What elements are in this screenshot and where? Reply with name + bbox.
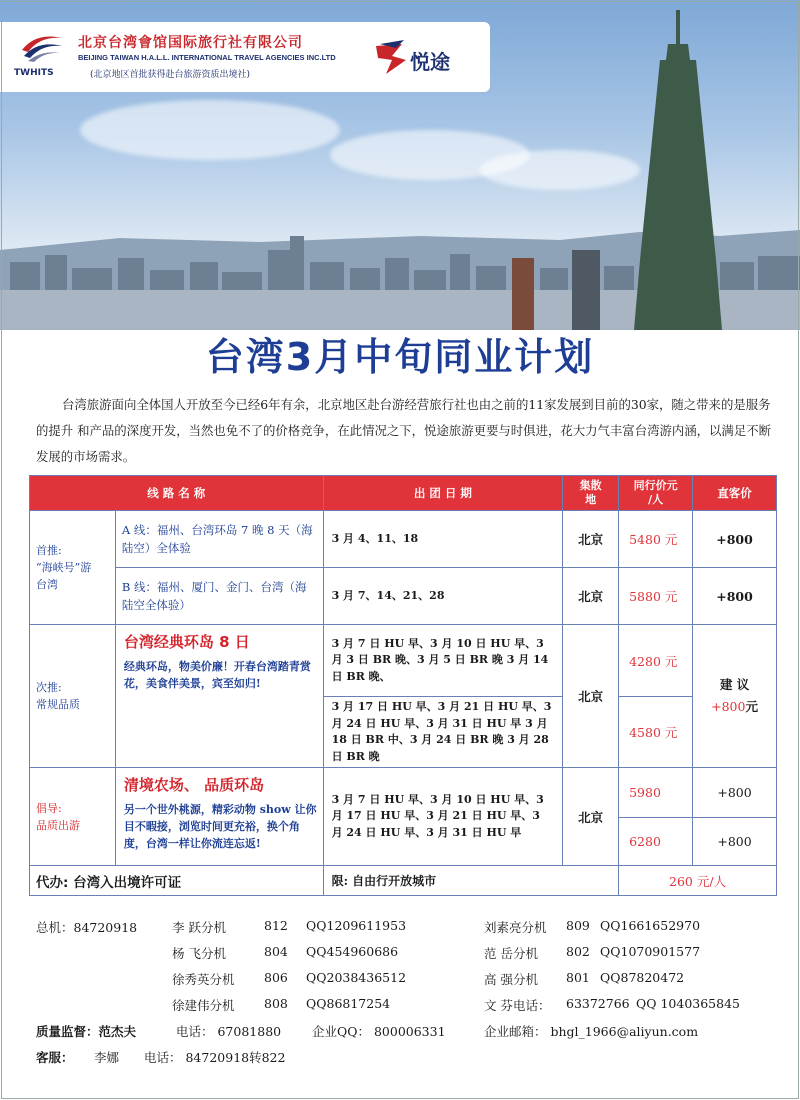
table-row bbox=[30, 625, 777, 697]
route-farm-direct-1: +800 bbox=[693, 768, 777, 818]
contact-ext: 801 bbox=[566, 970, 590, 985]
main-phone: 总机：84720918 bbox=[36, 920, 138, 935]
route-farm-dates: 3 月 7 日 HU 早、3 月 10 日 HU 早、3 月 17 日 HU 早、3 月 21 日 HU 早、3 月 24 日 HU 早、3 月 31 日 HU 早 bbox=[323, 768, 563, 866]
plan-table bbox=[29, 475, 777, 896]
page-title: 台湾3月中旬同业计划 bbox=[205, 335, 595, 379]
route-b-price: 5880 元 bbox=[619, 568, 693, 625]
company-logo-icon bbox=[18, 30, 66, 64]
group1-label-3: 台湾 bbox=[36, 578, 58, 591]
contact-qq: QQ1209611953 bbox=[306, 918, 407, 933]
contact-ext: 802 bbox=[566, 944, 590, 959]
header-gather bbox=[563, 476, 619, 511]
header-direct: 直客价 bbox=[693, 476, 777, 511]
group1-label-1: 首推: bbox=[36, 544, 62, 557]
route-a-price: 5480 元 bbox=[619, 511, 693, 568]
contact-qq: QQ 1040365845 bbox=[636, 996, 740, 1011]
tower bbox=[634, 10, 722, 330]
header-gather-1: 集散 bbox=[579, 479, 602, 492]
route-farm-headline: 清境农场、 品质环岛 bbox=[123, 776, 265, 794]
route-b: B 线：福州、厦门、金门、台湾（海陆空全体验） bbox=[115, 568, 323, 625]
contact-qq: QQ1070901577 bbox=[600, 944, 701, 959]
logo-abbr: TWHITS bbox=[14, 68, 54, 78]
contact-qq: QQ87820472 bbox=[600, 970, 685, 985]
agent-limit: 限: 自由行开放城市 bbox=[323, 866, 619, 896]
brand-name: 悦途 bbox=[410, 50, 450, 74]
customer-service-phone: 电话： 84720918转822 bbox=[144, 1050, 286, 1065]
contact-name: 李 跃分机 bbox=[172, 920, 226, 935]
corp-email: 企业邮箱： bhgl_1966@aliyun.com bbox=[484, 1024, 699, 1039]
contact-ext: 808 bbox=[264, 996, 288, 1011]
route-farm-city: 北京 bbox=[563, 768, 619, 866]
agent-service: 代办: 台湾入出境许可证 bbox=[30, 866, 324, 896]
group3-label-2: 品质出游 bbox=[36, 818, 80, 832]
quality-phone: 电话： 67081880 bbox=[176, 1024, 282, 1039]
agent-price: 260 元/人 bbox=[619, 866, 777, 896]
customer-service: 客服： bbox=[36, 1050, 74, 1065]
contact-ext: 804 bbox=[264, 944, 288, 959]
customer-service-name: 李娜 bbox=[94, 1050, 120, 1065]
contact-name: 范 岳分机 bbox=[484, 946, 538, 961]
route-farm-direct-2: +800 bbox=[693, 818, 777, 866]
company-note: (北京地区首批获得赴台旅游资质出境社) bbox=[90, 70, 251, 80]
intro-paragraph: 台湾旅游面向全体国人开放至今已经6年有余，北京地区赴台游经营旅行社也由之前的11家发展到目前的30家，随之带来的是服务的提升 和产品的深度开发，当然也免不了的价格竞争，在此情况之下，悦途旅游更要与时俱进，花大力气丰富台湾游内涵，以满足不断发展的市场需求。 bbox=[36, 397, 771, 464]
header-peer-price bbox=[619, 476, 693, 511]
route-farm-price-1: 5980 bbox=[619, 768, 693, 818]
contact-qq: QQ454960686 bbox=[306, 944, 399, 959]
group2-label bbox=[30, 625, 116, 768]
route-classic-direct bbox=[693, 625, 777, 768]
group2-label-1: 次推: bbox=[36, 681, 62, 694]
contact-name: 文 芬电话： bbox=[484, 998, 551, 1013]
route-a: A 线：福州、台湾环岛 7 晚 8 天（海陆空）全体验 bbox=[115, 511, 323, 568]
header-peer-2: /人 bbox=[648, 493, 664, 506]
table-row bbox=[30, 768, 777, 818]
route-classic bbox=[115, 625, 323, 768]
contact-qq: QQ2038436512 bbox=[306, 970, 407, 985]
hero-banner bbox=[0, 0, 800, 330]
route-classic-dates-1: 3 月 7 日 HU 早、3 月 10 日 HU 早、3 月 3 日 BR 晚、3 月 5 日 BR 晚 3 月 14 日 BR 晚、 bbox=[323, 625, 563, 697]
table-row bbox=[30, 568, 777, 625]
corp-qq: 企业QQ： 800006331 bbox=[312, 1024, 446, 1039]
route-b-city: 北京 bbox=[563, 568, 619, 625]
route-classic-price-1: 4280 元 bbox=[619, 625, 693, 697]
group2-label-2: 常规品质 bbox=[36, 698, 80, 711]
contact-phone: 63372766 bbox=[566, 996, 630, 1011]
header-peer-1: 同行价元 bbox=[633, 479, 678, 492]
contact-qq: QQ86817254 bbox=[306, 996, 391, 1011]
route-a-dates: 3 月 4、11、18 bbox=[323, 511, 563, 568]
route-farm-desc: 另一个世外桃源，精彩动物 show 让你目不暇接，浏览时间更充裕，换个角度，台湾一样让你流连忘返! bbox=[123, 803, 317, 850]
header-dates: 出 团 日 期 bbox=[323, 476, 563, 511]
route-classic-direct-2: +800 bbox=[711, 699, 746, 714]
contact-name: 高 强分机 bbox=[484, 972, 538, 987]
table-row bbox=[30, 511, 777, 568]
route-farm bbox=[115, 768, 323, 866]
contact-name: 徐建伟分机 bbox=[172, 998, 235, 1013]
company-name-cn: 北京台湾會馆国际旅行社有限公司 bbox=[78, 35, 303, 51]
logo-panel bbox=[0, 22, 490, 92]
route-classic-city: 北京 bbox=[563, 625, 619, 768]
table-footer-row bbox=[30, 866, 777, 896]
route-b-dates: 3 月 7、14、21、28 bbox=[323, 568, 563, 625]
header-route: 线 路 名 称 bbox=[30, 476, 324, 511]
route-farm-price-2: 6280 bbox=[619, 818, 693, 866]
route-b-direct: +800 bbox=[693, 568, 777, 625]
contact-name: 杨 飞分机 bbox=[172, 946, 226, 961]
route-a-direct: +800 bbox=[693, 511, 777, 568]
company-name-en: BEIJING TAIWAN H.A.L.L. INTERNATIONAL TRAVEL AGENCIES INC.LTD bbox=[78, 53, 336, 62]
group1-label bbox=[30, 511, 116, 625]
route-classic-direct-3: 元 bbox=[745, 699, 758, 714]
route-classic-headline: 台湾经典环岛 8 日 bbox=[123, 633, 250, 651]
contact-name: 刘素亮分机 bbox=[484, 920, 547, 935]
contact-ext: 806 bbox=[264, 970, 288, 985]
contact-ext: 809 bbox=[566, 918, 590, 933]
quality-supervisor: 质量监督：范杰夫 bbox=[36, 1024, 137, 1039]
group3-label bbox=[30, 768, 116, 866]
route-classic-price-2: 4580 元 bbox=[619, 697, 693, 768]
contact-qq: QQ1661652970 bbox=[600, 918, 701, 933]
group1-label-2: “海峡号”游 bbox=[36, 561, 92, 574]
route-classic-desc: 经典环岛，物美价廉！开春台湾踏青赏花，美食伴美景，宾至如归! bbox=[123, 660, 311, 690]
group3-label-1: 倡导: bbox=[36, 801, 62, 815]
table-header-row bbox=[30, 476, 777, 511]
header-gather-2: 地 bbox=[585, 493, 597, 506]
route-classic-direct-1: 建 议 bbox=[719, 677, 750, 692]
route-classic-dates-2: 3 月 17 日 HU 早、3 月 21 日 HU 早、3 月 24 日 HU 早、3 月 31 日 HU 早 3 月 18 日 BR 中、3 月 24 日 BR 晚 3 月 28 日 BR 晚 bbox=[323, 697, 563, 768]
route-a-city: 北京 bbox=[563, 511, 619, 568]
contact-ext: 812 bbox=[264, 918, 288, 933]
contact-name: 徐秀英分机 bbox=[172, 972, 235, 987]
